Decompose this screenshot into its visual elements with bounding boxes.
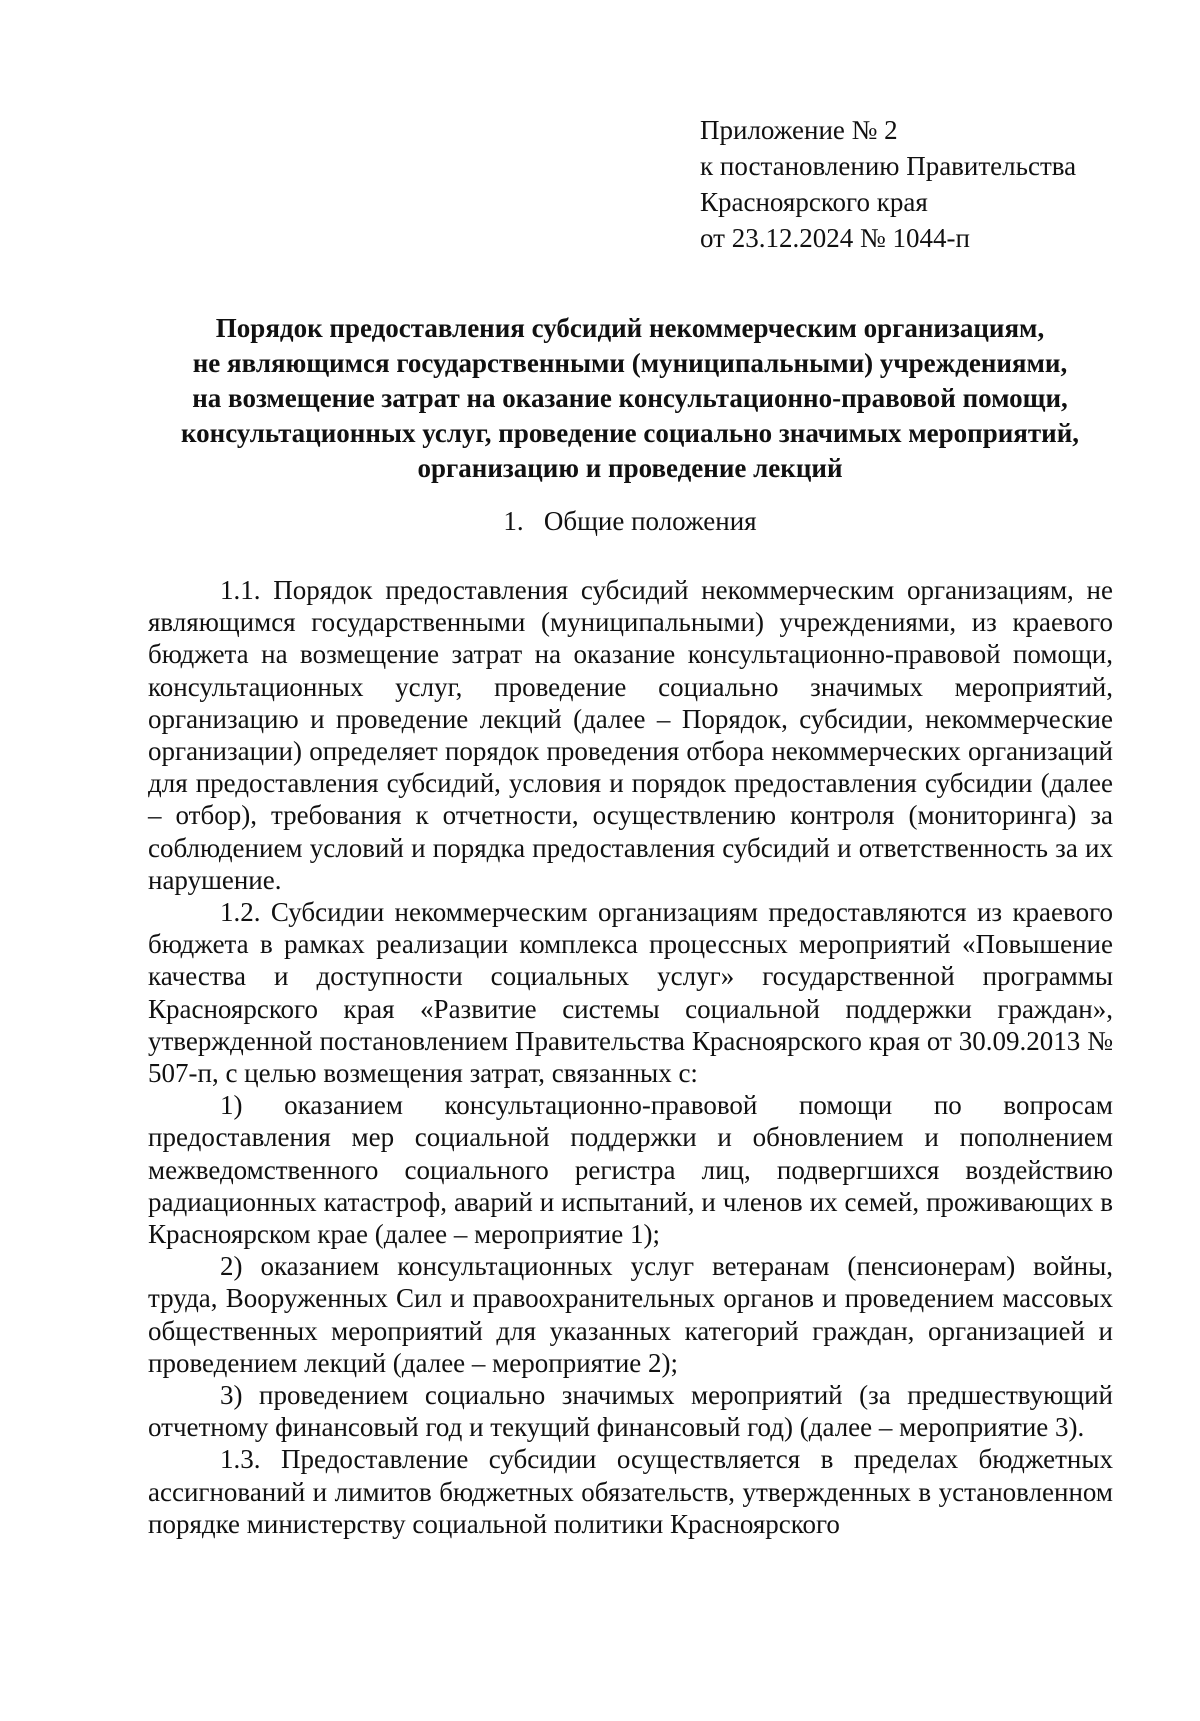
document-body — [148, 574, 1113, 1540]
title-line: на возмещение затрат на оказание консультационно-правовой помощи, — [192, 383, 1068, 413]
annex-line-region: Красноярского края — [700, 187, 928, 217]
annex-line-reference: к постановлению Правительства — [700, 151, 1077, 181]
paragraph-1-3: 1.3. Предоставление субсидии осуществляется в пределах бюджетных ассигнований и лимитов бюджетных обязательств, утвержденных в установленном порядке министерству социальной политики Красноярского — [148, 1444, 1113, 1539]
list-item-3: 3) проведением социально значимых мероприятий (за предшествующий отчетному финансовый год и текущий финансовый год) (далее – мероприятие 3). — [148, 1380, 1113, 1443]
paragraph-1-2: 1.2. Субсидии некоммерческим организациям предоставляются из краевого бюджета в рамках реализации комплекса процессных мероприятий «Повышение качества и доступности социальных услуг» государственной программы Красноярского края «Развитие системы социальной поддержки граждан», утвержденной постановлением Правительства Красноярского края от 30.09.2013 № 507-п, с целью возмещения затрат, связанных с: — [148, 897, 1113, 1089]
section-heading: 1. Общие положения — [503, 506, 757, 536]
annex-line-date: от 23.12.2024 № 1044-п — [700, 223, 970, 253]
title-line: организацию и проведение лекций — [417, 453, 843, 483]
list-item-2: 2) оказанием консультационных услуг ветеранам (пенсионерам) войны, труда, Вооруженных Сил и правоохранительных органов и проведением массовых общественных мероприятий для указанных категорий граждан, организацией и проведением лекций (далее – мероприятие 2); — [148, 1251, 1113, 1378]
title-line: не являющимся государственными (муниципальными) учреждениями, — [192, 348, 1068, 378]
annex-line-number: Приложение № 2 — [700, 115, 898, 145]
title-line: Порядок предоставления субсидий некоммерческим организациям, — [215, 313, 1045, 343]
document-title — [140, 311, 1120, 486]
title-line: консультационных услуг, проведение социально значимых мероприятий, — [180, 418, 1080, 448]
annex-block — [700, 112, 1076, 256]
paragraph-1-1: 1.1. Порядок предоставления субсидий некоммерческим организациям, не являющимся государственными (муниципальными) учреждениями, из краевого бюджета на возмещение затрат на оказание консультационно-правовой помощи, консультационных услуг, проведение социально значимых мероприятий, организацию и проведение лекций (далее – Порядок, субсидии, некоммерческие организации) определяет порядок проведения отбора некоммерческих организаций для предоставления субсидий, условия и порядок предоставления субсидии (далее – отбор), требования к отчетности, осуществлению контроля (мониторинга) за соблюдением условий и порядка предоставления субсидий и ответственность за их нарушение. — [148, 575, 1113, 895]
list-item-1: 1) оказанием консультационно-правовой помощи по вопросам предоставления мер социальной поддержки и обновлением и пополнением межведомственного социального регистра лиц, подвергшихся воздействию радиационных катастроф, аварий и испытаний, и членов их семей, проживающих в Красноярском крае (далее – мероприятие 1); — [148, 1090, 1113, 1250]
